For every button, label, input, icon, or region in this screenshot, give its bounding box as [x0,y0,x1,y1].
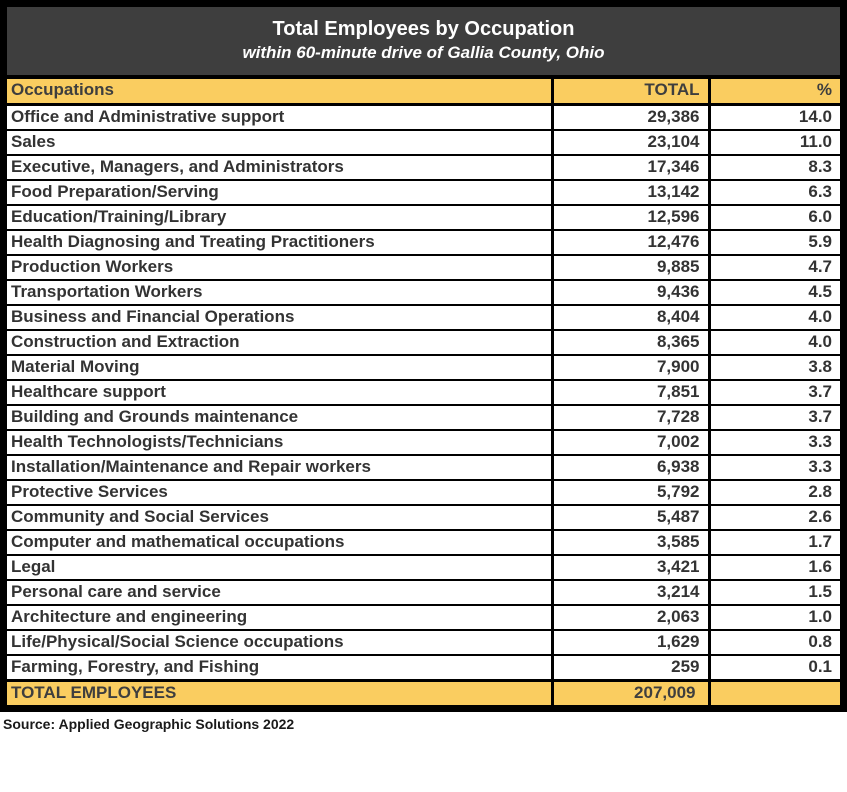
percent-cell: 4.7 [709,255,840,280]
total-cell: 8,365 [552,330,709,355]
table-row [7,405,840,430]
table-row [7,430,840,455]
table-row [7,305,840,330]
percent-cell: 6.3 [709,180,840,205]
percent-cell: 3.7 [709,380,840,405]
occupation-cell: Healthcare support [7,380,552,405]
percent-cell: 8.3 [709,155,840,180]
total-cell: 8,404 [552,305,709,330]
total-value-cell: 207,009 [552,680,709,705]
percent-cell: 3.3 [709,430,840,455]
table-row [7,355,840,380]
total-cell: 12,596 [552,205,709,230]
percent-cell: 4.0 [709,330,840,355]
table-body [7,104,840,680]
table-row [7,155,840,180]
total-cell: 1,629 [552,630,709,655]
occupation-cell: Sales [7,130,552,155]
percent-cell: 6.0 [709,205,840,230]
percent-cell: 3.3 [709,455,840,480]
column-header-row [7,79,840,104]
total-cell: 13,142 [552,180,709,205]
table-row [7,280,840,305]
column-header-percent: % [709,79,840,104]
percent-cell: 2.8 [709,480,840,505]
total-cell: 259 [552,655,709,681]
total-cell: 5,792 [552,480,709,505]
percent-cell: 1.6 [709,555,840,580]
total-percent-cell [709,680,840,705]
total-cell: 2,063 [552,605,709,630]
total-cell: 12,476 [552,230,709,255]
occupation-cell: Construction and Extraction [7,330,552,355]
table-row [7,630,840,655]
table-row [7,130,840,155]
occupation-cell: Health Technologists/Technicians [7,430,552,455]
table-row [7,555,840,580]
occupation-cell: Education/Training/Library [7,205,552,230]
total-cell: 3,421 [552,555,709,580]
source-note: Source: Applied Geographic Solutions 2022 [3,716,295,732]
occupation-cell: Office and Administrative support [7,104,552,130]
total-cell: 3,214 [552,580,709,605]
occupation-cell: Protective Services [7,480,552,505]
total-cell: 29,386 [552,104,709,130]
total-cell: 23,104 [552,130,709,155]
occupation-cell: Life/Physical/Social Science occupations [7,630,552,655]
percent-cell: 0.8 [709,630,840,655]
occupation-cell: Health Diagnosing and Treating Practitioners [7,230,552,255]
percent-cell: 3.8 [709,355,840,380]
occupation-cell: Building and Grounds maintenance [7,405,552,430]
percent-cell: 1.7 [709,530,840,555]
table-row [7,180,840,205]
occupation-cell: Material Moving [7,355,552,380]
occupation-cell: Community and Social Services [7,505,552,530]
table-row [7,380,840,405]
percent-cell: 1.0 [709,605,840,630]
percent-cell: 1.5 [709,580,840,605]
table-row [7,205,840,230]
total-cell: 5,487 [552,505,709,530]
occupation-cell: Executive, Managers, and Administrators [7,155,552,180]
percent-cell: 3.7 [709,405,840,430]
occupation-cell: Architecture and engineering [7,605,552,630]
occupation-cell: Production Workers [7,255,552,280]
table-row [7,580,840,605]
total-cell: 9,436 [552,280,709,305]
table-row [7,505,840,530]
column-header-total: TOTAL [552,79,709,104]
table-title-band [7,7,840,79]
occupation-cell: Farming, Forestry, and Fishing [7,655,552,681]
occupation-cell: Transportation Workers [7,280,552,305]
percent-cell: 11.0 [709,130,840,155]
total-cell: 6,938 [552,455,709,480]
table-row [7,655,840,681]
total-cell: 17,346 [552,155,709,180]
table-subtitle: within 60-minute drive of Gallia County, Ohio [242,43,605,62]
occupation-cell: Computer and mathematical occupations [7,530,552,555]
table-row [7,455,840,480]
occupation-cell: Legal [7,555,552,580]
percent-cell: 4.5 [709,280,840,305]
total-cell: 7,851 [552,380,709,405]
table-row [7,480,840,505]
total-employees-row [7,680,840,705]
occupation-cell: Personal care and service [7,580,552,605]
percent-cell: 4.0 [709,305,840,330]
table-row [7,230,840,255]
occupation-cell: Food Preparation/Serving [7,180,552,205]
table-title: Total Employees by Occupation [272,18,575,40]
occupation-cell: Business and Financial Operations [7,305,552,330]
employees-table [7,79,840,705]
total-cell: 7,900 [552,355,709,380]
total-cell: 3,585 [552,530,709,555]
percent-cell: 5.9 [709,230,840,255]
table-footer [7,680,840,705]
percent-cell: 2.6 [709,505,840,530]
table-row [7,104,840,130]
percent-cell: 0.1 [709,655,840,681]
total-cell: 7,002 [552,430,709,455]
table-header [7,79,840,104]
table-row [7,605,840,630]
occupation-cell: Installation/Maintenance and Repair workers [7,455,552,480]
table-row [7,330,840,355]
column-header-occupations: Occupations [7,79,552,104]
total-cell: 7,728 [552,405,709,430]
table-row [7,255,840,280]
percent-cell: 14.0 [709,104,840,130]
table-row [7,530,840,555]
total-cell: 9,885 [552,255,709,280]
total-label-cell: TOTAL EMPLOYEES [7,680,552,705]
